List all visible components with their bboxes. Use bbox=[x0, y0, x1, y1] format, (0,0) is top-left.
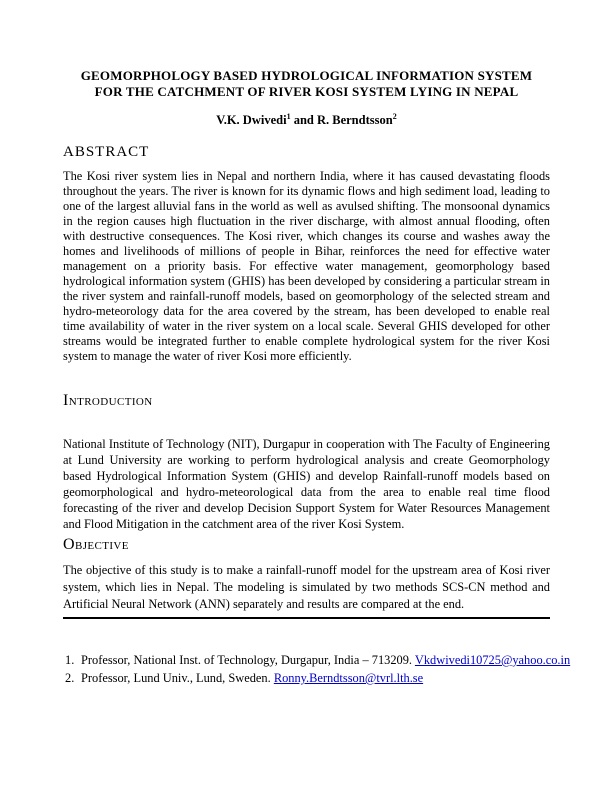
footnote-number: 2. bbox=[65, 671, 75, 685]
footnote-separator-rule bbox=[63, 617, 550, 619]
introduction-paragraph: National Institute of Technology (NIT), Durgapur in cooperation with The Faculty of Engineering at Lund University are working to perform hydrological analysis and create Geomorphology based Hydrological Information System (GHIS) and develop Rainfall-runoff models based on geomorphological and hydro-meteorological data from the area to enable real time flood forecasting of the river and develop Decision Support System for Water Resources Management and Flood Mitigation in the catchment area of the river Kosi System. bbox=[63, 437, 550, 531]
author-1-name: V.K. Dwivedi bbox=[216, 113, 287, 127]
footnote-item-2 bbox=[63, 669, 550, 687]
paper-title: GEOMORPHOLOGY BASED HYDROLOGICAL INFORMATION SYSTEM FOR THE CATCHMENT OF RIVER KOSI SYSTEM LYING IN NEPAL bbox=[80, 68, 533, 99]
footnotes bbox=[63, 651, 571, 687]
author-joiner: and bbox=[290, 113, 317, 127]
introduction-heading: Introduction bbox=[63, 392, 153, 409]
objective-heading: Objective bbox=[63, 536, 129, 553]
footnote-text: Professor, Lund Univ., Lund, Sweden. bbox=[81, 671, 274, 685]
footnote-item-1 bbox=[63, 651, 571, 669]
author-2-affiliation-superscript: 2 bbox=[392, 111, 397, 121]
footnote-number: 1. bbox=[65, 653, 75, 667]
abstract-paragraph: The Kosi river system lies in Nepal and northern India, where it has caused devastating floods throughout the years. The river is known for its dynamic flows and high sediment load, leading to one of the largest alluvial fans in the world as well as avulsed shifting. The monsoonal dynamics in the region causes high fluctuation in the river discharge, with almost annual flooding, often with destructive consequences. The Kosi river, which changes its course and washes away the homes and livelihoods of millions of people in Bihar, reinforces the need for effective water management on a priority basis. For effective water management, geomorphology based hydrological information system (GHIS) has been developed by considering a particular stream in the river system and rainfall-runoff models, based on geomorphology of the selected stream and hydro-meteorology data for the area covered by the stream, has been developed to enable real time availability of water in the river system on a local scale. Several GHIS developed for other streams would be integrated further to enable complete hydrological system for the river Kosi system to manage the water of river Kosi more efficiently. bbox=[63, 169, 550, 363]
author-2-name: R. Berndtsson bbox=[316, 113, 393, 127]
author-line bbox=[63, 113, 550, 128]
footnote-email-link[interactable]: Vkdwivedi10725@yahoo.co.in bbox=[414, 653, 571, 667]
author-1-affiliation-superscript: 1 bbox=[286, 111, 291, 121]
footnote-text: Professor, National Inst. of Technology, Durgapur, India – 713209. bbox=[81, 653, 415, 667]
abstract-heading: ABSTRACT bbox=[63, 144, 150, 160]
footnote-email-link[interactable]: Ronny.Berndtsson@tvrl.lth.se bbox=[273, 671, 424, 685]
objective-paragraph: The objective of this study is to make a rainfall-runoff model for the upstream area of Kosi river system, which lies in Nepal. The modeling is simulated by two methods SCS-CN method and Artificial Neural Network (ANN) separately and results are compared at the end. bbox=[63, 563, 550, 611]
